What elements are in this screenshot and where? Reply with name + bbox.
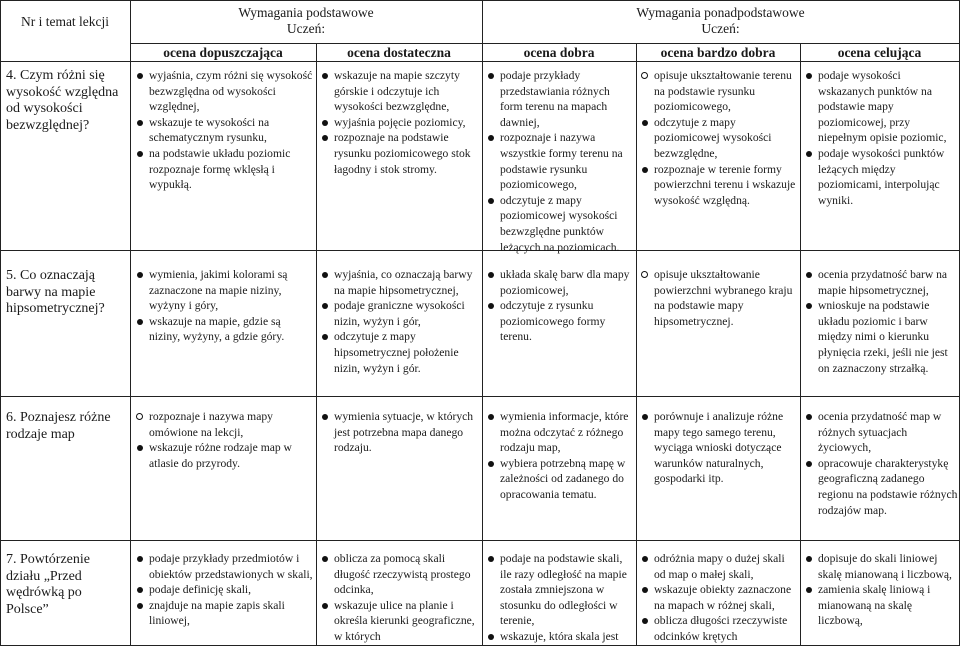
requirement-item: rozpoznaje i nazywa mapy omówione na lekcji, bbox=[135, 409, 313, 440]
bullet-icon bbox=[137, 151, 143, 157]
row5-dostateczna bbox=[320, 267, 480, 376]
row7-dostateczna bbox=[320, 551, 480, 645]
bullet-icon bbox=[137, 587, 143, 593]
bullet-icon bbox=[488, 303, 494, 309]
bullet-icon bbox=[488, 634, 494, 640]
bullet-icon bbox=[137, 120, 143, 126]
requirement-item: odczytuje z mapy poziomicowej wysokości bezwzględne, bbox=[640, 115, 798, 162]
row6-dostateczna bbox=[320, 409, 480, 456]
row7-dobra bbox=[486, 551, 634, 645]
bullet-icon bbox=[642, 556, 648, 562]
bullet-icon bbox=[641, 271, 648, 278]
requirement-item: oblicza za pomocą skali długość rzeczywistą prostego odcinka, bbox=[320, 551, 480, 598]
requirement-item: wskazuje na mapie szczyty górskie i odczytuje ich wysokości bezwzględne, bbox=[320, 68, 480, 115]
row5-dopuszczajaca bbox=[135, 267, 313, 345]
requirement-item: wskazuje obiekty zaznaczone na mapach w różnej skali, bbox=[640, 582, 798, 613]
requirement-item: zamienia skalę liniową i mianowaną na skalę liczbową, bbox=[804, 582, 958, 629]
bullet-icon bbox=[137, 556, 143, 562]
requirement-item: oblicza długości rzeczywiste odcinków krętych bbox=[640, 613, 798, 644]
requirement-item: opisuje ukształtowanie terenu na podstawie rysunku poziomicowego, bbox=[640, 68, 798, 115]
row5-bardzo-dobra bbox=[640, 267, 798, 329]
lesson-topic-6: 6. Poznajesz różne rodzaje map bbox=[6, 410, 111, 442]
requirement-item: podaje wysokości punktów leżących między poziomicami, interpolując wyniki. bbox=[804, 146, 958, 208]
requirement-item: rozpoznaje w terenie formy powierzchni terenu i wskazuje wysokość względną. bbox=[640, 162, 798, 209]
requirement-item: znajduje na mapie zapis skali liniowej, bbox=[135, 598, 313, 629]
requirement-item: wskazuje różne rodzaje map w atlasie do przyrody. bbox=[135, 440, 313, 471]
bullet-icon bbox=[488, 414, 494, 420]
row4-dobra bbox=[486, 68, 634, 255]
bullet-icon bbox=[641, 72, 648, 79]
requirement-item: układa skalę barw dla mapy poziomicowej, bbox=[486, 267, 634, 298]
bullet-icon bbox=[322, 120, 328, 126]
requirement-item: wymienia informacje, które można odczytać z różnego rodzaju map, bbox=[486, 409, 634, 456]
bullet-icon bbox=[806, 461, 812, 467]
grade-header-bardzo-dobra: ocena bardzo dobra bbox=[660, 45, 776, 60]
bullet-icon bbox=[137, 272, 143, 278]
requirement-item: wskazuje na mapie, gdzie są niziny, wyżyny, a gdzie góry. bbox=[135, 314, 313, 345]
row6-bardzo-dobra bbox=[640, 409, 798, 487]
lesson-topic-7: 7. Powtórzenie działu „Przed wędrówką po Polsce” bbox=[6, 552, 90, 617]
requirement-item: wymienia, jakimi kolorami są zaznaczone na mapie niziny, wyżyny i góry, bbox=[135, 267, 313, 314]
requirement-item: odczytuje z rysunku poziomicowego formy terenu. bbox=[486, 298, 634, 345]
bullet-icon bbox=[322, 556, 328, 562]
requirement-item: ocenia przydatność map w różnych sytuacjach życiowych, bbox=[804, 409, 958, 456]
requirement-item: podaje przykłady przedmiotów i obiektów przedstawionych w skali, bbox=[135, 551, 313, 582]
requirement-item: porównuje i analizuje różne mapy tego samego terenu, wyciąga wnioski dotyczące warunków naturalnych, gospodarki itp. bbox=[640, 409, 798, 487]
bullet-icon bbox=[322, 414, 328, 420]
bullet-icon bbox=[137, 73, 143, 79]
bullet-icon bbox=[322, 73, 328, 79]
requirement-item: podaje graniczne wysokości nizin, wyżyn i gór, bbox=[320, 298, 480, 329]
requirement-item: podaje na podstawie skali, ile razy odległość na mapie została zmniejszona w stosunku do odległości w terenie, bbox=[486, 551, 634, 629]
row6-dobra bbox=[486, 409, 634, 503]
bullet-icon bbox=[137, 445, 143, 451]
row7-bardzo-dobra bbox=[640, 551, 798, 645]
requirement-item: dopisuje do skali liniowej skalę mianowaną i liczbową, bbox=[804, 551, 958, 582]
topic-column-header: Nr i temat lekcji bbox=[20, 14, 110, 29]
requirement-item: wskazuje, która skala jest bbox=[486, 629, 634, 645]
bullet-icon bbox=[488, 135, 494, 141]
requirement-item: podaje wysokości wskazanych punktów na podstawie mapy poziomicowej, przy niepełnym opisie poziomic, bbox=[804, 68, 958, 146]
bullet-icon bbox=[806, 556, 812, 562]
row4-celujaca bbox=[804, 68, 958, 208]
row7-dopuszczajaca bbox=[135, 551, 313, 629]
bullet-icon bbox=[322, 135, 328, 141]
bullet-icon bbox=[322, 603, 328, 609]
row6-celujaca bbox=[804, 409, 958, 518]
basic-requirements-title: Wymagania podstawowe bbox=[238, 5, 374, 20]
bullet-icon bbox=[322, 334, 328, 340]
row4-dopuszczajaca bbox=[135, 68, 313, 193]
bullet-icon bbox=[488, 272, 494, 278]
requirement-item: ocenia przydatność barw na mapie hipsometrycznej, bbox=[804, 267, 958, 298]
requirement-item: podaje definicję skali, bbox=[135, 582, 313, 598]
lesson-topic-5: 5. Co oznaczają barwy na mapie hipsometrycznej? bbox=[6, 268, 105, 316]
row6-dopuszczajaca bbox=[135, 409, 313, 471]
grade-header-celujaca: ocena celująca bbox=[837, 45, 922, 60]
requirement-item: odczytuje z mapy poziomicowej wysokości bezwzględne punktów leżących na poziomicach. bbox=[486, 193, 634, 255]
bullet-icon bbox=[806, 414, 812, 420]
bullet-icon bbox=[642, 414, 648, 420]
bullet-icon bbox=[642, 587, 648, 593]
row4-dostateczna bbox=[320, 68, 480, 177]
row4-bardzo-dobra bbox=[640, 68, 798, 208]
bullet-icon bbox=[806, 73, 812, 79]
requirement-item: opisuje ukształtowanie powierzchni wybranego kraju na podstawie mapy hipsometrycznej. bbox=[640, 267, 798, 329]
row7-celujaca bbox=[804, 551, 958, 629]
bullet-icon bbox=[488, 198, 494, 204]
bullet-icon bbox=[642, 120, 648, 126]
grade-header-dopuszczajaca: ocena dopuszczająca bbox=[163, 45, 283, 60]
grade-header-dostateczna: ocena dostateczna bbox=[347, 45, 451, 60]
requirement-item: odróżnia mapy o dużej skali od map o małej skali, bbox=[640, 551, 798, 582]
bullet-icon bbox=[488, 461, 494, 467]
bullet-icon bbox=[488, 556, 494, 562]
requirement-item: wybiera potrzebną mapę w zależności od zadanego do opracowania tematu. bbox=[486, 456, 634, 503]
requirement-item: wskazuje ulice na planie i określa kierunki geograficzne, w których bbox=[320, 598, 480, 645]
bullet-icon bbox=[806, 272, 812, 278]
basic-requirements-header bbox=[130, 5, 482, 37]
advanced-requirements-header bbox=[482, 5, 959, 37]
lesson-topic-4: 4. Czym różni się wysokość względna od wysokości bezwzględnej? bbox=[6, 68, 119, 133]
requirement-item: odczytuje z mapy hipsometrycznej położenie nizin, wyżyn i gór. bbox=[320, 329, 480, 376]
bullet-icon bbox=[137, 603, 143, 609]
requirement-item: wnioskuje na podstawie układu poziomic i barw między nimi o kierunku płynięcia rzeki, jeśli nie jest on zaznaczony strzałką. bbox=[804, 298, 958, 376]
requirement-item: wyjaśnia, czym różni się wysokość bezwzględna od wysokości względnej, bbox=[135, 68, 313, 115]
requirement-item: podaje przykłady przedstawiania różnych form terenu na mapach dawniej, bbox=[486, 68, 634, 130]
requirement-item: rozpoznaje na podstawie rysunku poziomicowego stok łagodny i stok stromy. bbox=[320, 130, 480, 177]
advanced-requirements-student: Uczeń: bbox=[701, 21, 740, 36]
requirement-item: wyjaśnia pojęcie poziomicy, bbox=[320, 115, 480, 131]
bullet-icon bbox=[806, 587, 812, 593]
bullet-icon bbox=[322, 272, 328, 278]
bullet-icon bbox=[322, 303, 328, 309]
bullet-icon bbox=[137, 319, 143, 325]
requirement-item: wyjaśnia, co oznaczają barwy na mapie hipsometrycznej, bbox=[320, 267, 480, 298]
row5-celujaca bbox=[804, 267, 958, 376]
requirement-item: opracowuje charakterystykę geograficzną zadanego regionu na podstawie różnych rodzajów map. bbox=[804, 456, 958, 518]
grade-header-dobra: ocena dobra bbox=[523, 45, 595, 60]
row5-dobra bbox=[486, 267, 634, 345]
bullet-icon bbox=[488, 73, 494, 79]
bullet-icon bbox=[806, 303, 812, 309]
requirement-item: wskazuje te wysokości na schematycznym rysunku, bbox=[135, 115, 313, 146]
bullet-icon bbox=[806, 151, 812, 157]
bullet-icon bbox=[136, 413, 143, 420]
requirement-item: wymienia sytuacje, w których jest potrzebna mapa danego rodzaju. bbox=[320, 409, 480, 456]
bullet-icon bbox=[642, 618, 648, 624]
bullet-icon bbox=[642, 167, 648, 173]
advanced-requirements-title: Wymagania ponadpodstawowe bbox=[636, 5, 805, 20]
basic-requirements-student: Uczeń: bbox=[286, 21, 326, 36]
requirement-item: na podstawie układu poziomic rozpoznaje formę wklęsłą i wypukłą. bbox=[135, 146, 313, 193]
requirement-item: rozpoznaje i nazywa wszystkie formy terenu na podstawie rysunku poziomicowego, bbox=[486, 130, 634, 192]
